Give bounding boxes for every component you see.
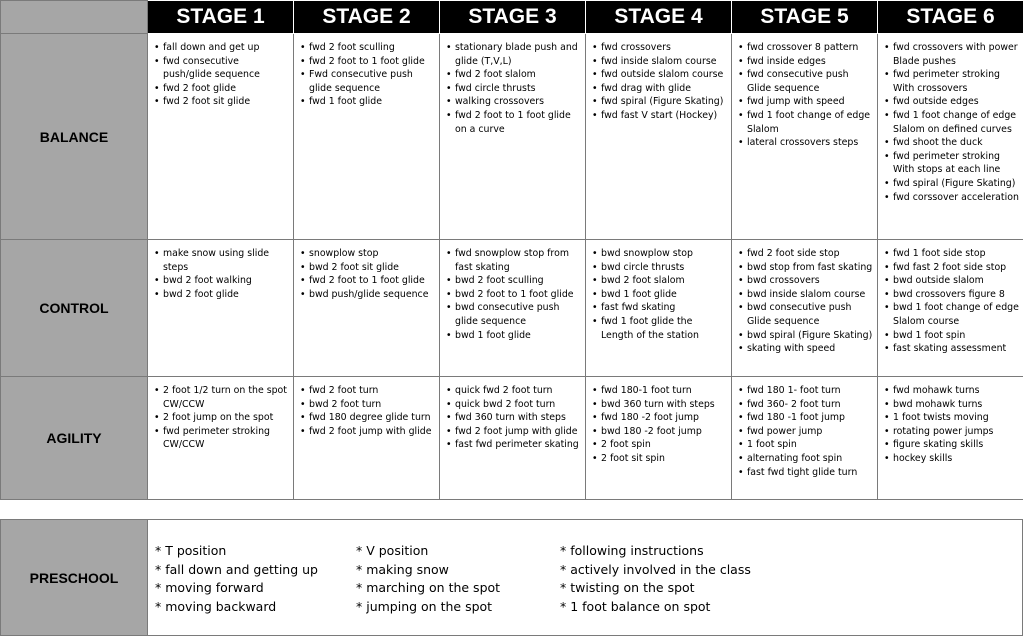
skill-item: • walking crossovers xyxy=(446,95,581,109)
skill-item: • fwd perimeter stroking CW/CCW xyxy=(154,425,289,452)
preschool-column xyxy=(356,542,500,617)
skills-table-body xyxy=(1,34,1023,500)
skill-item: • fwd corssover acceleration xyxy=(884,191,1019,205)
skill-list xyxy=(592,247,727,342)
preschool-column xyxy=(560,542,751,617)
row-label: AGILITY xyxy=(1,377,148,500)
skill-item: • fwd 180-1 foot turn xyxy=(592,384,727,398)
skill-item: • stationary blade push and glide (T,V,L) xyxy=(446,41,581,68)
skill-item: • bwd 360 turn with steps xyxy=(592,398,727,412)
skill-cell xyxy=(440,240,586,377)
row-label: BALANCE xyxy=(1,34,148,240)
skill-cell xyxy=(148,34,294,240)
skill-list xyxy=(300,247,435,301)
skill-list xyxy=(738,41,873,150)
skill-item: • bwd consecutive push Glide sequence xyxy=(738,301,873,328)
skill-item: • fwd 2 foot sculling xyxy=(300,41,435,55)
skill-item: • bwd 2 foot sit glide xyxy=(300,261,435,275)
skill-row-control xyxy=(1,240,1023,377)
stage-header: STAGE 1 xyxy=(148,1,294,34)
stage-header: STAGE 6 xyxy=(878,1,1023,34)
skill-cell xyxy=(294,377,440,500)
skill-item: • bwd mohawk turns xyxy=(884,398,1019,412)
skill-item: • bwd 1 foot spin xyxy=(884,329,1019,343)
preschool-skill: * marching on the spot xyxy=(356,580,501,596)
stage-header: STAGE 2 xyxy=(294,1,440,34)
skill-cell xyxy=(586,34,732,240)
skill-item: • bwd 1 foot change of edge Slalom course xyxy=(884,301,1019,328)
preschool-skill: * V position xyxy=(356,543,429,558)
skill-item: • fast fwd skating xyxy=(592,301,727,315)
skill-item: • snowplow stop xyxy=(300,247,435,261)
skill-item: • rotating power jumps xyxy=(884,425,1019,439)
preschool-skill: * moving backward xyxy=(155,599,277,615)
skill-item: • bwd 180 -2 foot jump xyxy=(592,425,727,439)
preschool-skills xyxy=(148,520,1023,636)
skill-item: • fwd spiral (Figure Skating) xyxy=(592,95,727,109)
skill-cell xyxy=(732,34,878,240)
skill-item: • fwd crossover 8 pattern xyxy=(738,41,873,55)
skill-item: • fwd inside edges xyxy=(738,55,873,69)
skill-cell xyxy=(878,34,1023,240)
skill-item: • fwd jump with speed xyxy=(738,95,873,109)
skill-list xyxy=(446,247,581,342)
skill-item: • bwd 2 foot to 1 foot glide xyxy=(446,288,581,302)
skill-item: • 1 foot twists moving xyxy=(884,411,1019,425)
skill-item: • fwd 2 foot to 1 foot glide on a curve xyxy=(446,109,581,136)
skill-item: • 2 foot spin xyxy=(592,438,727,452)
stage-header: STAGE 3 xyxy=(440,1,586,34)
skill-cell xyxy=(732,240,878,377)
skill-item: • bwd circle thrusts xyxy=(592,261,727,275)
skill-item: • fwd 180 1- foot turn xyxy=(738,384,873,398)
skill-item: • fwd 2 foot slalom xyxy=(446,68,581,82)
skill-row-balance xyxy=(1,34,1023,240)
preschool-skill: * twisting on the spot xyxy=(560,580,695,596)
skill-item: • quick bwd 2 foot turn xyxy=(446,398,581,412)
skill-item: • bwd crossovers xyxy=(738,274,873,288)
skill-item: • bwd 2 foot sculling xyxy=(446,274,581,288)
skill-item: • fwd 2 foot jump with glide xyxy=(446,425,581,439)
skill-item: • fwd 360 turn with steps xyxy=(446,411,581,425)
skill-cell xyxy=(294,240,440,377)
skill-item: • bwd 1 foot glide xyxy=(446,329,581,343)
skill-item: • fwd 2 foot sit glide xyxy=(154,95,289,109)
skill-item: • fwd shoot the duck xyxy=(884,136,1019,150)
skill-item: • bwd 2 foot glide xyxy=(154,288,289,302)
skill-item: • fwd crossovers with power Blade pushes xyxy=(884,41,1019,68)
skill-list xyxy=(446,384,581,452)
skill-item: • fwd consecutive push Glide sequence xyxy=(738,68,873,95)
skill-item: • fwd perimeter stroking With stops at each line xyxy=(884,150,1019,177)
skill-list xyxy=(884,247,1019,356)
skill-cell xyxy=(878,240,1023,377)
skill-item: • bwd push/glide sequence xyxy=(300,288,435,302)
preschool-skill: * moving forward xyxy=(155,580,264,596)
skill-cell xyxy=(440,377,586,500)
skill-item: • fwd fast 2 foot side stop xyxy=(884,261,1019,275)
skill-item: • fwd 2 foot turn xyxy=(300,384,435,398)
skill-list xyxy=(154,384,289,452)
skill-item: • fwd 1 foot change of edge Slalom xyxy=(738,109,873,136)
skill-list xyxy=(300,384,435,438)
skill-list xyxy=(592,41,727,123)
skill-item: • fwd consecutive push/glide sequence xyxy=(154,55,289,82)
skill-item: • skating with speed xyxy=(738,342,873,356)
skill-item: • fwd 180 -1 foot jump xyxy=(738,411,873,425)
skill-item: • make snow using slide steps xyxy=(154,247,289,274)
skill-item: • 2 foot jump on the spot xyxy=(154,411,289,425)
preschool-skill: * jumping on the spot xyxy=(356,599,493,615)
skill-item: • bwd crossovers figure 8 xyxy=(884,288,1019,302)
skill-item: • fwd 180 degree glide turn xyxy=(300,411,435,425)
stage-header: STAGE 5 xyxy=(732,1,878,34)
skill-item: • fwd 2 foot glide xyxy=(154,82,289,96)
skill-item: • bwd consecutive push glide sequence xyxy=(446,301,581,328)
skill-cell xyxy=(586,240,732,377)
skill-item: • fwd outside slalom course xyxy=(592,68,727,82)
skill-list xyxy=(738,247,873,356)
skill-item: • fwd 360- 2 foot turn xyxy=(738,398,873,412)
preschool-table xyxy=(0,519,1023,636)
skill-list xyxy=(154,247,289,301)
skill-list xyxy=(154,41,289,109)
skill-item: • fwd 1 foot change of edge Slalom on defined curves xyxy=(884,109,1019,136)
skill-list xyxy=(884,41,1019,204)
preschool-row xyxy=(1,520,1023,636)
skill-item: • Fwd consecutive push glide sequence xyxy=(300,68,435,95)
skill-list xyxy=(738,384,873,479)
skill-item: • fwd power jump xyxy=(738,425,873,439)
skill-item: • fwd drag with glide xyxy=(592,82,727,96)
preschool-skill: * fall down and getting up xyxy=(155,561,318,577)
skill-item: • 2 foot 1/2 turn on the spot CW/CCW xyxy=(154,384,289,411)
skill-item: • 2 foot sit spin xyxy=(592,452,727,466)
skill-item: • fwd 2 foot side stop xyxy=(738,247,873,261)
skill-item: • fwd spiral (Figure Skating) xyxy=(884,177,1019,191)
skill-item: • lateral crossovers steps xyxy=(738,136,873,150)
preschool-skill: * making snow xyxy=(356,561,449,577)
skill-item: • bwd 2 foot slalom xyxy=(592,274,727,288)
skill-item: • fast fwd tight glide turn xyxy=(738,466,873,480)
preschool-column xyxy=(155,542,318,617)
skill-list xyxy=(884,384,1019,466)
skill-item: • alternating foot spin xyxy=(738,452,873,466)
skill-row-agility xyxy=(1,377,1023,500)
preschool-skill: * T position xyxy=(155,543,227,558)
skill-list xyxy=(446,41,581,136)
skill-item: • fwd mohawk turns xyxy=(884,384,1019,398)
stage-header-row xyxy=(1,1,1023,34)
skill-item: • fwd 2 foot to 1 foot glide xyxy=(300,55,435,69)
skill-item: • fwd 180 -2 foot jump xyxy=(592,411,727,425)
skill-item: • bwd 2 foot walking xyxy=(154,274,289,288)
skill-cell xyxy=(294,34,440,240)
preschool-label: PRESCHOOL xyxy=(1,520,148,636)
skill-item: • fwd 1 foot side stop xyxy=(884,247,1019,261)
header-corner xyxy=(1,1,148,34)
skill-item: • 1 foot spin xyxy=(738,438,873,452)
skill-item: • bwd stop from fast skating xyxy=(738,261,873,275)
skill-item: • fwd 2 foot to 1 foot glide xyxy=(300,274,435,288)
skill-item: • fwd 2 foot jump with glide xyxy=(300,425,435,439)
skill-cell xyxy=(148,377,294,500)
preschool-skill: * following instructions xyxy=(560,543,704,558)
skill-item: • bwd snowplow stop xyxy=(592,247,727,261)
skill-item: • figure skating skills xyxy=(884,438,1019,452)
skill-cell xyxy=(586,377,732,500)
preschool-skill: * actively involved in the class xyxy=(560,561,751,577)
skill-cell xyxy=(878,377,1023,500)
stage-header: STAGE 4 xyxy=(586,1,732,34)
skill-item: • fwd perimeter stroking With crossovers xyxy=(884,68,1019,95)
skill-list xyxy=(300,41,435,109)
skill-item: • fast skating assessment xyxy=(884,342,1019,356)
skill-item: • fwd crossovers xyxy=(592,41,727,55)
skill-item: • fast fwd perimeter skating xyxy=(446,438,581,452)
skill-item: • bwd inside slalom course xyxy=(738,288,873,302)
skill-item: • bwd 1 foot glide xyxy=(592,288,727,302)
skill-cell xyxy=(732,377,878,500)
skill-item: • bwd 2 foot turn xyxy=(300,398,435,412)
skill-item: • fwd 1 foot glide the Length of the station xyxy=(592,315,727,342)
skill-cell xyxy=(148,240,294,377)
skill-item: • fwd inside slalom course xyxy=(592,55,727,69)
skill-item: • fwd 1 foot glide xyxy=(300,95,435,109)
skill-item: • fwd circle thrusts xyxy=(446,82,581,96)
skill-item: • fwd outside edges xyxy=(884,95,1019,109)
skill-cell xyxy=(440,34,586,240)
skill-item: • bwd spiral (Figure Skating) xyxy=(738,329,873,343)
skill-item: • fall down and get up xyxy=(154,41,289,55)
skill-item: • bwd outside slalom xyxy=(884,274,1019,288)
skill-list xyxy=(592,384,727,466)
skill-item: • fwd fast V start (Hockey) xyxy=(592,109,727,123)
skill-item: • quick fwd 2 foot turn xyxy=(446,384,581,398)
skill-item: • fwd snowplow stop from fast skating xyxy=(446,247,581,274)
preschool-skill: * 1 foot balance on spot xyxy=(560,599,711,615)
row-label: CONTROL xyxy=(1,240,148,377)
skill-item: • hockey skills xyxy=(884,452,1019,466)
